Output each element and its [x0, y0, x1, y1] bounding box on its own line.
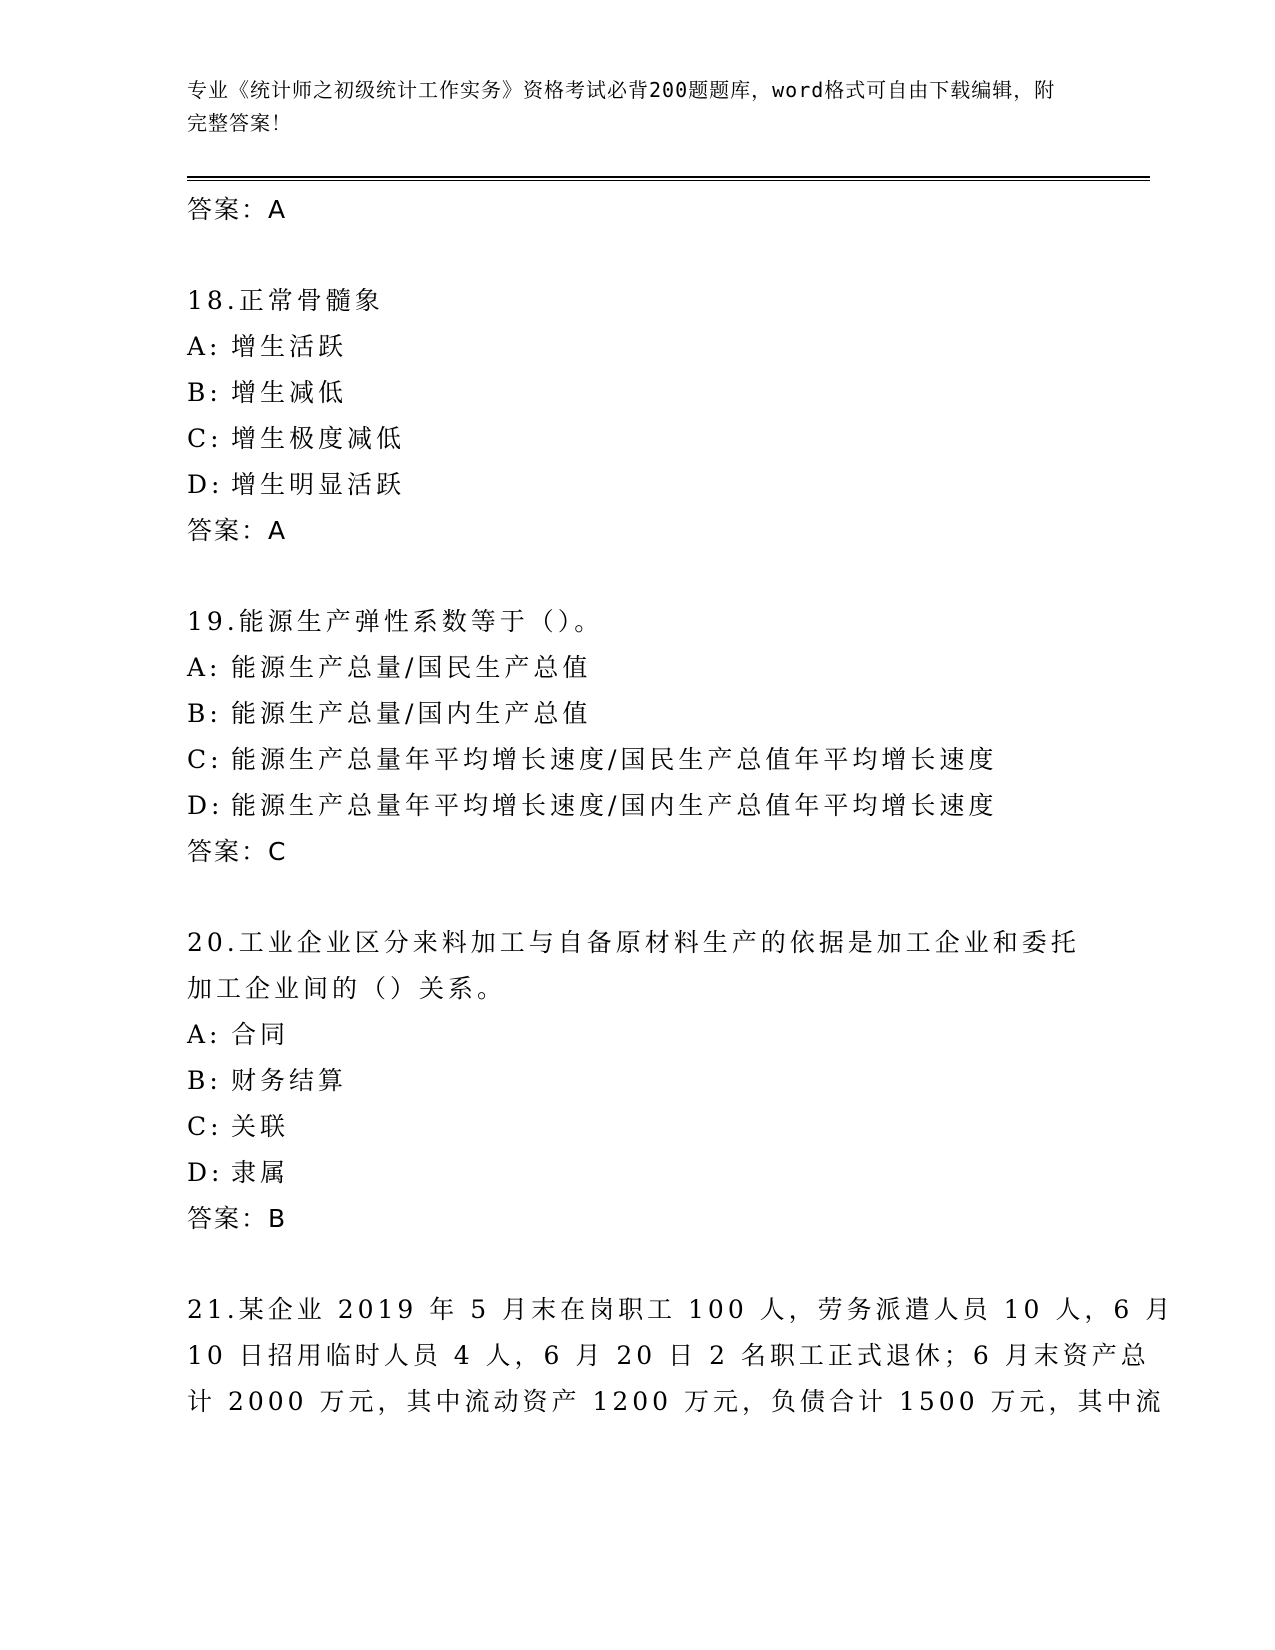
answer-line: 答案：C — [187, 837, 288, 866]
option-letter: B: — [187, 378, 222, 407]
option-letter: D: — [187, 1158, 224, 1187]
option-text: 合同 — [231, 1020, 290, 1049]
document-intro: 专业《统计师之初级统计工作实务》资格考试必背200题题库，word格式可自由下载编辑，附完整答案！ — [187, 78, 1056, 135]
option-a — [187, 324, 1107, 370]
option-letter: D: — [187, 791, 224, 820]
answer-line: 答案：A — [187, 195, 288, 224]
option-letter: C: — [187, 1112, 223, 1141]
question-20 — [187, 920, 1107, 1242]
option-text: 增生明显活跃 — [231, 470, 406, 499]
option-letter: C: — [187, 424, 223, 453]
option-text: 能源生产总量/国民生产总值 — [231, 653, 592, 682]
option-letter: B: — [187, 699, 222, 728]
option-text: 能源生产总量年平均增长速度/国内生产总值年平均增长速度 — [231, 791, 998, 820]
option-text: 隶属 — [231, 1158, 290, 1187]
option-letter: D: — [187, 470, 224, 499]
header-divider — [187, 176, 1150, 181]
option-text: 增生极度减低 — [231, 424, 406, 453]
option-a — [187, 1012, 1107, 1058]
option-text: 财务结算 — [231, 1066, 348, 1095]
question-stem-line: 21.某企业 2019 年 5 月末在岗职工 100 人，劳务派遣人员 10 人，6 月 — [187, 1295, 1175, 1324]
option-d — [187, 462, 1107, 508]
option-b — [187, 691, 1107, 737]
option-letter: A: — [187, 653, 222, 682]
answer-line: 答案：B — [187, 1204, 288, 1233]
option-letter: B: — [187, 1066, 222, 1095]
option-letter: C: — [187, 745, 223, 774]
question-stem: 19.能源生产弹性系数等于（）。 — [187, 607, 604, 636]
option-text: 能源生产总量年平均增长速度/国民生产总值年平均增长速度 — [231, 745, 998, 774]
question-stem-line: 20.工业企业区分来料加工与自备原材料生产的依据是加工企业和委托 — [187, 928, 1080, 957]
answer-line: 答案：A — [187, 516, 288, 545]
option-letter: A: — [187, 1020, 222, 1049]
option-text: 增生减低 — [231, 378, 348, 407]
question-list — [187, 187, 1175, 1425]
question-stem: 18.正常骨髓象 — [187, 286, 384, 315]
option-b — [187, 1058, 1107, 1104]
option-d — [187, 783, 1107, 829]
option-d — [187, 1150, 1107, 1196]
option-text: 增生活跃 — [231, 332, 348, 361]
question-21 — [187, 1287, 1175, 1425]
question-stem-line: 计 2000 万元，其中流动资产 1200 万元，负债合计 1500 万元，其中流 — [187, 1387, 1165, 1416]
option-a — [187, 645, 1107, 691]
question-stem-line: 10 日招用临时人员 4 人，6 月 20 日 2 名职工正式退休；6 月末资产总 — [187, 1341, 1150, 1370]
option-text: 关联 — [231, 1112, 290, 1141]
option-c — [187, 1104, 1107, 1150]
question-19 — [187, 599, 1107, 875]
question-18 — [187, 278, 1107, 554]
option-b — [187, 370, 1107, 416]
option-c — [187, 737, 1107, 783]
option-text: 能源生产总量/国内生产总值 — [231, 699, 592, 728]
option-letter: A: — [187, 332, 222, 361]
question-stem-line: 加工企业间的（）关系。 — [187, 974, 507, 1003]
option-c — [187, 416, 1107, 462]
